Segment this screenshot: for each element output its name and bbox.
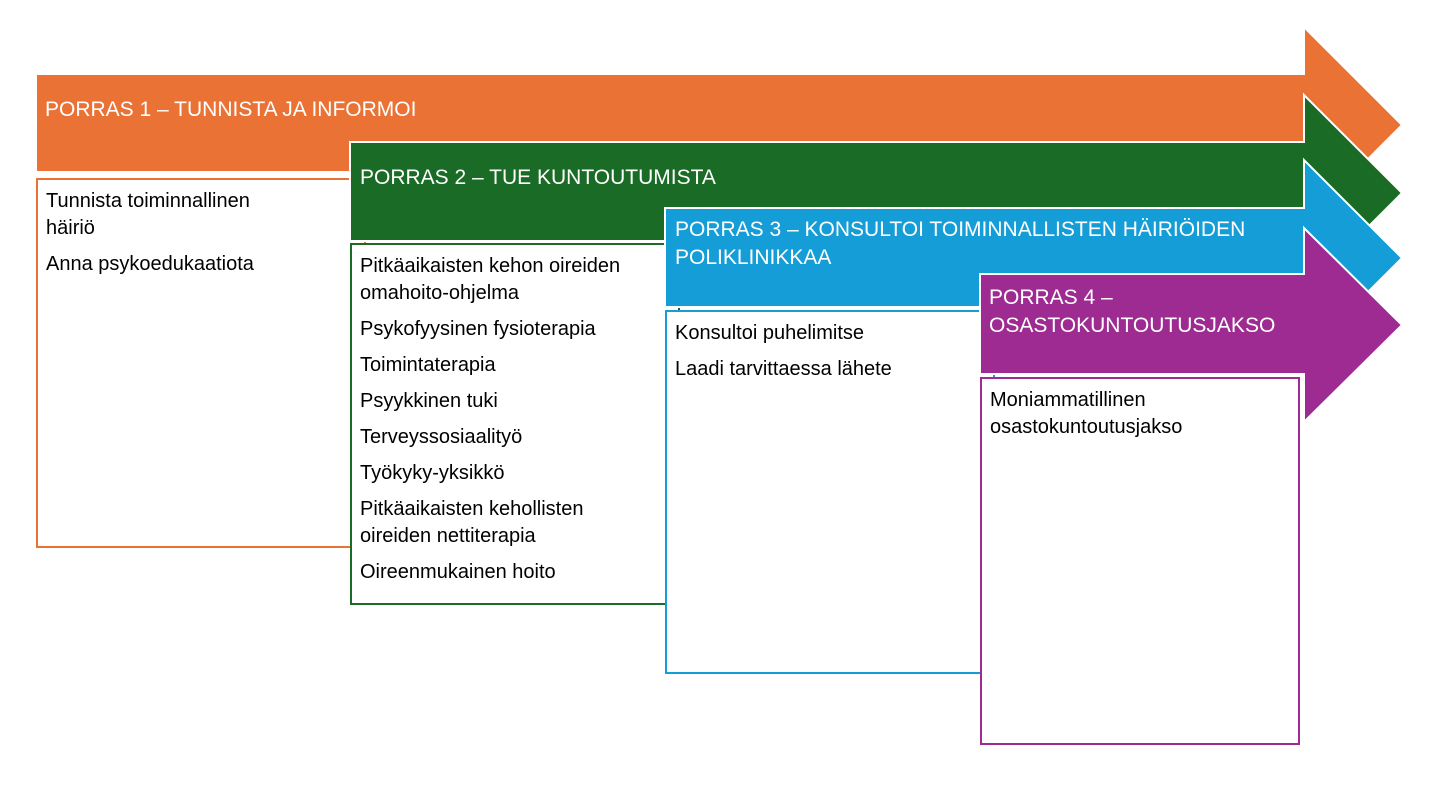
step-4-title-line-2: OSASTOKUNTOUTUSJAKSO <box>989 314 1276 337</box>
step-2-item-1: Pitkäaikaisten kehon oireiden omahoito-ohjelma <box>360 255 621 304</box>
step-2-item-7: Pitkäaikaisten kehollisten oireiden nettiterapia <box>360 498 584 547</box>
step-2-item-6: Työkyky-yksikkö <box>360 462 505 484</box>
step-2-item-4: Psyykkinen tuki <box>360 390 498 412</box>
step-1-item-1: Tunnista toiminnallinen häiriö <box>46 190 250 239</box>
step-3-item-1: Konsultoi puhelimitse <box>675 322 864 344</box>
step-1-item-2: Anna psykoedukaatiota <box>46 253 254 275</box>
step-3-title-line-1: PORRAS 3 – KONSULTOI TOIMINNALLISTEN HÄIRIÖIDEN <box>675 218 1246 241</box>
step-3-title-line-2: POLIKLINIKKAA <box>675 246 832 269</box>
step-2-title-line-1: PORRAS 2 – TUE KUNTOUTUMISTA <box>360 166 716 189</box>
step-3-item-2: Laadi tarvittaessa lähete <box>675 358 892 380</box>
step-4-item-1: Moniammatillinen osastokuntoutusjakso <box>990 389 1183 438</box>
step-2-item-8: Oireenmukainen hoito <box>360 561 556 583</box>
step-4-title-line-1: PORRAS 4 – <box>989 286 1113 309</box>
step-1-title <box>45 96 416 124</box>
step-1-title-line-1: PORRAS 1 – TUNNISTA JA INFORMOI <box>45 98 417 121</box>
step-3-title <box>675 216 1245 272</box>
step-2-item-5: Terveyssosiaalityö <box>360 426 523 448</box>
step-2-item-2: Psykofyysinen fysioterapia <box>360 318 596 340</box>
step-4-title <box>989 284 1275 340</box>
step-2-title <box>360 164 716 192</box>
step-2-item-3: Toimintaterapia <box>360 354 496 376</box>
